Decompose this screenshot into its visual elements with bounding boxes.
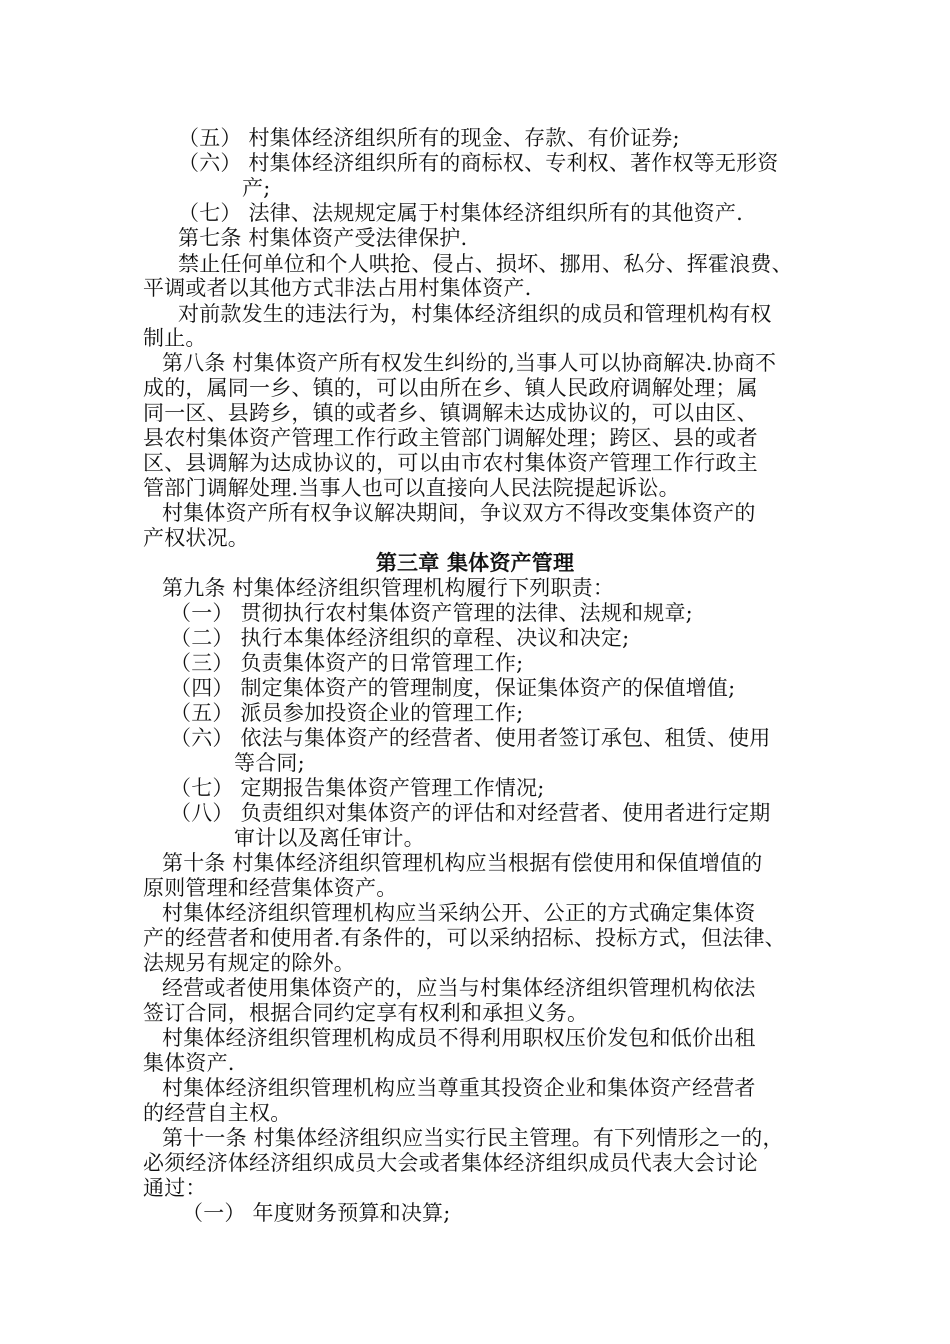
text-line: 村集体经济组织管理机构应当尊重其投资企业和集体资产经营者 (162, 1076, 756, 1100)
text-line: 第九条 村集体经济组织管理机构履行下列职责： (162, 576, 615, 600)
text-line: 制止。 (143, 326, 207, 350)
text-line: 村集体经济组织管理机构成员不得利用职权压价发包和低价出租 (162, 1026, 756, 1050)
text-line: 县农村集体资产管理工作行政主管部门调解处理；跨区、县的或者 (143, 426, 758, 450)
text-line: 原则管理和经营集体资产。 (143, 876, 398, 900)
text-line: （六） 村集体经济组织所有的商标权、专利权、著作权等无形资 (178, 151, 779, 175)
text-line: （七） 法律、法规规定属于村集体经济组织所有的其他资产. (178, 201, 743, 225)
text-line: 签订合同，根据合同约定享有权利和承担义务。 (143, 1001, 589, 1025)
text-line: 平调或者以其他方式非法占用村集体资产. (143, 276, 532, 300)
text-line: 经营或者使用集体资产的，应当与村集体经济组织管理机构依法 (162, 976, 756, 1000)
chapter-heading: 第三章 集体资产管理 (375, 550, 575, 575)
text-line: （一） 年度财务预算和决算; (182, 1201, 451, 1225)
text-line: 审计以及离任审计。 (234, 826, 425, 850)
text-line: 产; (242, 176, 271, 200)
text-line: （四） 制定集体资产的管理制度，保证集体资产的保值增值; (170, 676, 736, 700)
text-line: 村集体资产所有权争议解决期间，争议双方不得改变集体资产的 (162, 501, 756, 525)
text-line: （二） 执行本集体经济组织的章程、决议和决定; (170, 626, 630, 650)
text-line: 同一区、县跨乡，镇的或者乡、镇调解未达成协议的，可以由区、 (143, 401, 758, 425)
text-line: （七） 定期报告集体资产管理工作情况; (170, 776, 545, 800)
text-line: 必须经济体经济组织成员大会或者集体经济组织成员代表大会讨论 (143, 1151, 758, 1175)
text-line: 产的经营者和使用者.有条件的，可以采纳招标、投标方式，但法律、 (143, 926, 786, 950)
text-line: 第七条 村集体资产受法律保护. (178, 226, 468, 250)
text-line: 的经营自主权。 (143, 1101, 292, 1125)
text-line: 集体资产. (143, 1051, 235, 1075)
text-line: （六） 依法与集体资产的经营者、使用者签订承包、租赁、使用 (170, 726, 771, 750)
text-line: （一） 贯彻执行农村集体资产管理的法律、法规和规章; (170, 601, 693, 625)
text-line: （三） 负责集体资产的日常管理工作; (170, 651, 524, 675)
text-line: 产权状况。 (143, 526, 249, 550)
text-line: 禁止任何单位和个人哄抢、侵占、损坏、挪用、私分、挥霍浪费、 (178, 252, 793, 276)
text-line: 第八条 村集体资产所有权发生纠纷的,当事人可以协商解决.协商不 (162, 351, 777, 375)
text-line: 法规另有规定的除外。 (143, 951, 355, 975)
text-line: （八） 负责组织对集体资产的评估和对经营者、使用者进行定期 (170, 801, 771, 825)
text-line: 第十条 村集体经济组织管理机构应当根据有偿使用和保值增值的 (162, 851, 763, 875)
text-line: 通过： (143, 1176, 207, 1200)
text-line: 村集体经济组织管理机构应当采纳公开、公正的方式确定集体资 (162, 901, 756, 925)
text-line: 对前款发生的违法行为，村集体经济组织的成员和管理机构有权 (178, 302, 772, 326)
text-line: 成的，属同一乡、镇的，可以由所在乡、镇人民政府调解处理；属 (143, 376, 758, 400)
text-line: 等合同; (234, 751, 305, 775)
text-line: （五） 派员参加投资企业的管理工作; (170, 701, 524, 725)
text-line: （五） 村集体经济组织所有的现金、存款、有价证券; (178, 126, 680, 150)
text-line: 管部门调解处理.当事人也可以直接向人民法院提起诉讼。 (143, 476, 680, 500)
text-line: 区、县调解为达成协议的，可以由市农村集体资产管理工作行政主 (143, 451, 758, 475)
text-line: 第十一条 村集体经济组织应当实行民主管理。有下列情形之一的， (162, 1126, 784, 1150)
